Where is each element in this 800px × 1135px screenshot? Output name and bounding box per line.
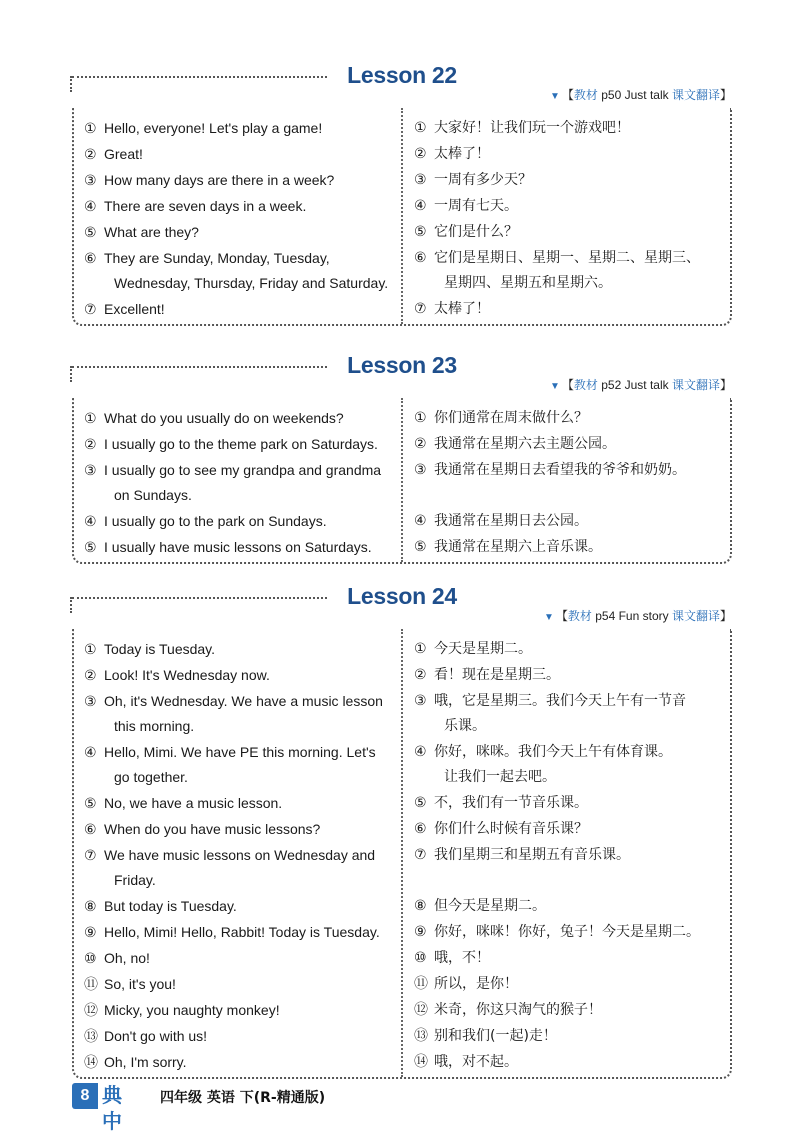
sentence-number: ④ [84,513,97,529]
chinese-line: 所以，是你！ [434,976,518,992]
sentence-number: ⑦ [84,301,97,317]
chinese-line: 让我们一起去吧。 [444,769,556,785]
sentence-number: ⑧ [414,898,427,914]
chinese-translation [414,972,724,997]
chinese-line: 我通常在星期六上音乐课。 [434,539,602,555]
sentence-number: ② [84,146,97,162]
chinese-translation [414,194,724,219]
english-sentence [84,509,394,534]
english-line: this morning. [114,718,195,734]
english-line: We have music lessons on Wednesday and [104,847,376,863]
list-item [74,998,730,1023]
chinese-translation [414,920,724,945]
translation-box [72,108,732,326]
sentence-number: ⑤ [84,795,97,811]
chinese-translation [414,946,724,971]
textbook-label: 教材 [573,378,598,392]
header-dotted-line [72,76,327,78]
chinese-line: 别和我们(一起)走！ [434,1028,557,1044]
english-line: What are they? [104,224,199,240]
chinese-translation [414,817,724,842]
english-sentence [84,432,394,457]
english-line: How many days are there in a week? [104,172,335,188]
sentence-number: ③ [84,172,97,188]
brand-logo: 典中 [102,1085,120,1133]
lesson-header [72,62,732,102]
list-item [74,1050,730,1075]
english-sentence [84,689,394,734]
triangle-down-icon: ▼ [543,612,554,623]
list-item [74,458,730,508]
sentence-number: ② [414,436,427,452]
chinese-translation [414,740,724,785]
sentence-number: ③ [414,172,427,188]
sentence-number: ⑩ [414,950,427,966]
sentence-number: ⑥ [84,821,97,837]
english-sentence [84,663,394,688]
list-item [74,817,730,842]
list-item [74,220,730,245]
sentence-number: ③ [84,693,97,709]
chinese-translation [414,637,724,662]
list-item [74,972,730,997]
chinese-translation [414,509,724,534]
english-sentence [84,406,394,431]
translation-box [72,398,732,564]
translation-tag: 课文翻译 [671,378,720,392]
source-reference [544,607,732,624]
chinese-line: 一周有多少天？ [434,172,532,188]
english-sentence [84,535,394,560]
sentence-number: ⑫ [84,1002,98,1018]
chinese-line: 它们是什么？ [434,224,518,240]
sentence-number: ③ [414,462,427,478]
lesson-title: Lesson 22 [347,62,457,88]
english-line: Hello, Mimi! Hello, Rabbit! Today is Tuesday. [104,924,380,940]
header-dotted-line [72,366,327,368]
sentence-number: ② [84,667,97,683]
english-line: So, it's you! [104,976,176,992]
header-dotted-line [72,597,327,599]
chinese-translation [414,432,724,457]
sentence-number: ③ [414,693,427,709]
english-line: Excellent! [104,301,165,317]
sentence-number: ① [84,410,97,426]
english-line: I usually have music lessons on Saturdays. [104,539,372,555]
textbook-page: p54 Fun story [595,609,669,623]
english-sentence [84,1050,394,1075]
lesson-section [72,62,732,317]
list-item [74,406,730,431]
english-sentence [84,297,394,322]
sentence-number: ⑪ [414,976,428,992]
translation-tag: 课文翻译 [671,88,720,102]
english-sentence [84,946,394,971]
english-sentence [84,220,394,245]
sentence-number: ④ [414,198,427,214]
list-item [74,894,730,919]
sentence-number: ④ [414,744,427,760]
english-sentence [84,817,394,842]
chinese-translation [414,791,724,816]
chinese-line: 但今天是星期二。 [434,898,546,914]
chinese-line: 米奇，你这只淘气的猴子！ [434,1002,602,1018]
chinese-line: 太棒了！ [434,146,490,162]
sentence-number: ⑩ [84,950,97,966]
chinese-translation [414,663,724,688]
sentence-number: ② [414,667,427,683]
sentence-number: ① [414,641,427,657]
sentence-number: ⑦ [414,847,427,863]
lesson-section [72,583,732,1070]
sentence-number: ⑨ [84,924,97,940]
chinese-translation [414,116,724,141]
sentence-number: ① [414,410,427,426]
english-line: go together. [114,769,188,785]
english-sentence [84,194,394,219]
bracket-open: 【 [561,88,574,102]
english-line: Today is Tuesday. [104,641,216,657]
chinese-translation [414,998,724,1023]
english-sentence [84,246,394,291]
chinese-line: 你们通常在周末做什么？ [434,410,588,426]
sentence-number: ⑥ [414,250,427,266]
list-item [74,432,730,457]
chinese-translation [414,689,724,734]
sentence-number: ③ [84,462,97,478]
english-line: Oh, it's Wednesday. We have a music lesson [104,693,383,709]
source-reference [550,376,732,393]
list-item [74,297,730,322]
lesson-section [72,352,732,555]
chinese-line: 太棒了！ [434,301,490,317]
sentence-number: ⑦ [84,847,97,863]
lesson-header [72,352,732,392]
sentence-number: ⑪ [84,976,98,992]
english-line: Wednesday, Thursday, Friday and Saturday. [114,275,389,291]
chinese-line: 我通常在星期日去公园。 [434,513,588,529]
source-reference [550,86,732,103]
sentence-number: ⑥ [84,250,97,266]
english-line: Oh, no! [104,950,150,966]
list-item [74,663,730,688]
english-line: I usually go to the theme park on Saturdays. [104,436,378,452]
chinese-translation [414,406,724,431]
sentence-number: ④ [84,744,97,760]
list-item [74,535,730,560]
english-line: Hello, everyone! Let's play a game! [104,120,323,136]
sentence-number: ④ [84,198,97,214]
english-line: Great! [104,146,143,162]
chinese-line: 哦，不！ [434,950,490,966]
sentence-number: ⑦ [414,301,427,317]
english-line: What do you usually do on weekends? [104,410,344,426]
english-line: Hello, Mimi. We have PE this morning. Let's [104,744,376,760]
chinese-line: 不，我们有一节音乐课。 [434,795,588,811]
english-sentence [84,458,394,503]
english-line: But today is Tuesday. [104,898,237,914]
chinese-line: 今天是星期二。 [434,641,532,657]
list-item [74,946,730,971]
english-line: Don't go with us! [104,1028,208,1044]
chinese-translation [414,142,724,167]
chinese-line: 看！现在是星期三。 [434,667,560,683]
list-item [74,843,730,893]
english-sentence [84,740,394,785]
english-line: They are Sunday, Monday, Tuesday, [104,250,330,266]
sentence-number: ⑫ [414,1002,428,1018]
chinese-translation [414,297,724,322]
chinese-translation [414,458,724,483]
chinese-line: 你们什么时候有音乐课？ [434,821,588,837]
textbook-label: 教材 [573,88,598,102]
english-line: I usually go to the park on Sundays. [104,513,327,529]
bracket-open: 【 [555,609,568,623]
chinese-line: 哦，它是星期三。我们今天上午有一节音 [434,693,686,709]
english-line: Look! It's Wednesday now. [104,667,270,683]
english-sentence [84,843,394,888]
textbook-page: p50 Just talk [601,88,669,102]
chinese-line: 大家好！让我们玩一个游戏吧！ [434,120,630,136]
lesson-header [72,583,732,623]
sentence-number: ⑥ [414,821,427,837]
sentence-number: ⑭ [414,1054,428,1070]
chinese-translation [414,843,724,868]
sentence-number: ① [414,120,427,136]
lesson-title: Lesson 24 [347,583,457,609]
english-line: There are seven days in a week. [104,198,307,214]
english-sentence [84,637,394,662]
english-sentence [84,791,394,816]
english-sentence [84,1024,394,1049]
english-sentence [84,920,394,945]
chinese-translation [414,535,724,560]
chinese-line: 哦，对不起。 [434,1054,518,1070]
english-sentence [84,894,394,919]
page-number: 8 [72,1083,98,1109]
textbook-page: p52 Just talk [601,378,669,392]
bracket-open: 【 [561,378,574,392]
english-line: Friday. [114,872,156,888]
chinese-line: 星期四、星期五和星期六。 [444,275,612,291]
sentence-number: ⑤ [414,795,427,811]
list-item [74,509,730,534]
textbook-label: 教材 [567,609,592,623]
sentence-number: ⑤ [414,539,427,555]
english-sentence [84,116,394,141]
chinese-translation [414,246,724,291]
chinese-line: 我通常在星期日去看望我的爷爷和奶奶。 [434,462,686,478]
bracket-close: 】 [719,378,732,392]
bracket-close: 】 [719,609,732,623]
sentence-number: ① [84,641,97,657]
sentence-number: ⑭ [84,1054,98,1070]
english-line: I usually go to see my grandpa and grandma [104,462,382,478]
triangle-down-icon: ▼ [549,91,560,102]
bracket-close: 】 [719,88,732,102]
english-line: on Sundays. [114,487,192,503]
sentence-number: ④ [414,513,427,529]
english-sentence [84,142,394,167]
chinese-line: 我通常在星期六去主题公园。 [434,436,616,452]
lesson-title: Lesson 23 [347,352,457,378]
sentence-number: ⑨ [414,924,427,940]
list-item [74,791,730,816]
chinese-translation [414,168,724,193]
english-line: Oh, I'm sorry. [104,1054,187,1070]
sentence-number: ⑧ [84,898,97,914]
sentence-number: ⑤ [84,224,97,240]
list-item [74,168,730,193]
translation-tag: 课文翻译 [671,609,720,623]
chinese-translation [414,220,724,245]
sentence-number: ⑬ [414,1028,428,1044]
list-item [74,116,730,141]
list-item [74,689,730,739]
english-line: No, we have a music lesson. [104,795,283,811]
english-sentence [84,168,394,193]
english-line: When do you have music lessons? [104,821,321,837]
book-title: 四年级 英语 下(R-精通版) [160,1090,326,1106]
chinese-line: 你好，咪咪！你好，兔子！今天是星期二。 [434,924,700,940]
chinese-translation [414,1050,724,1075]
english-line: Micky, you naughty monkey! [104,1002,280,1018]
list-item [74,1024,730,1049]
chinese-translation [414,894,724,919]
list-item [74,246,730,296]
english-sentence [84,998,394,1023]
chinese-line: 一周有七天。 [434,198,518,214]
chinese-translation [414,1024,724,1049]
chinese-line: 乐课。 [444,718,486,734]
sentence-number: ⑤ [414,224,427,240]
chinese-line: 你好，咪咪。我们今天上午有体育课。 [434,744,672,760]
translation-box [72,629,732,1079]
sentence-number: ② [414,146,427,162]
chinese-line: 它们是星期日、星期一、星期二、星期三、 [434,250,700,266]
list-item [74,740,730,790]
list-item [74,920,730,945]
sentence-number: ② [84,436,97,452]
chinese-line: 我们星期三和星期五有音乐课。 [434,847,630,863]
sentence-number: ⑤ [84,539,97,555]
sentence-number: ⑬ [84,1028,98,1044]
list-item [74,637,730,662]
list-item [74,194,730,219]
list-item [74,142,730,167]
sentence-number: ① [84,120,97,136]
english-sentence [84,972,394,997]
triangle-down-icon: ▼ [549,381,560,392]
